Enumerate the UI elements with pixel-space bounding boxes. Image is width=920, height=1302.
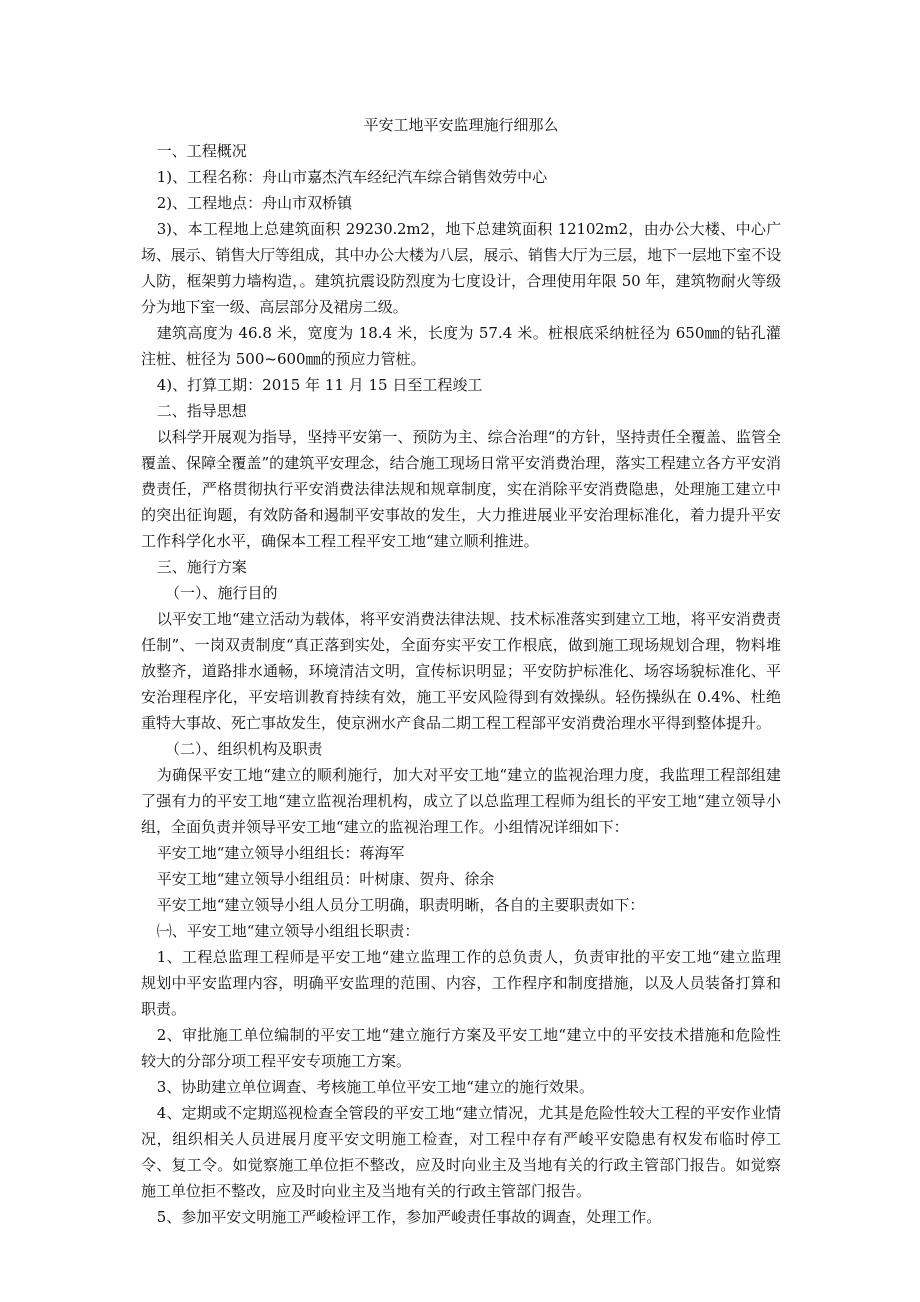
section-heading-overview: 一、工程概况 xyxy=(156,142,247,160)
list-item-duty-4: 4、定期或不定期巡视检查全管段的平安工地“建立情况，尤其是危险性较大工程的平安作业情况，组织相关人员进展月度平安文明施工检查，对工程中存有严峻平安隐患有权发布临时停工令、复工令。如觉察施工单位拒不整改，应及时向业主及当地有关的行政主管部门报告。如觉察施工单位拒不整改，应及时向业主及当地有关的行政主管部门报告。 xyxy=(141,1104,781,1200)
paragraph-project-name: 1)、工程名称：舟山市嘉杰汽车经纪汽车综合销售效劳中心 xyxy=(156,168,548,186)
paragraph-division-of-labor: 平安工地“建立领导小组人员分工明确，职责明晰，各自的主要职责如下： xyxy=(156,896,645,914)
paragraph-group-members: 平安工地“建立领导小组组员：叶树康、贺舟、徐余 xyxy=(156,870,495,888)
section-heading-guiding-ideology: 二、指导思想 xyxy=(156,402,247,420)
list-item-duty-5: 5、参加平安文明施工严峻检评工作，参加严峻责任事故的调查，处理工作。 xyxy=(156,1208,662,1226)
paragraph-objective: 以平安工地“建立活动为载体，将平安消费法律法规、技术标准落实到建立工地，将平安消费责任制”、一岗双责制度“真正落到实处，全面夯实平安工作根底，做到施工现场规划合理，物料堆放整齐，道路排水通畅，环境清洁文明，宣传标识明显；平安防护标准化、场容场貌标准化、平安治理程序化，平安培训教育持续有效，施工平安风险得到有效操纵。轻伤操纵在 0.4%、杜绝重特大事故、死亡事故发生，使京洲水产食品二期工程工程部平安消费治理水平得到整体提升。 xyxy=(141,610,781,732)
subsection-heading-organization: （二）、组织机构及职责 xyxy=(165,740,323,758)
paragraph-guiding-ideology: 以科学开展观为指导，坚持平安第一、预防为主、综合治理“的方针，坚持责任全覆盖、监管全覆盖、保障全覆盖”的建筑平安理念，结合施工现场日常平安消费治理，落实工程建立各方平安消费责任，严格贯彻执行平安消费法律法规和规章制度，实在消除平安消费隐患，处理施工建立中的突出征询题，有效防备和遏制平安事故的发生，大力推进展业平安治理标准化，着力提升平安工作科学化水平，确保本工程工程平安工地“建立顺利推进。 xyxy=(141,428,781,550)
document-title: 平安工地平安监理施行细那么 xyxy=(363,116,559,134)
paragraph-group-leader: 平安工地“建立领导小组组长：蒋海军 xyxy=(156,844,405,862)
paragraph-project-location: 2)、工程地点：舟山市双桥镇 xyxy=(156,194,353,212)
list-item-duty-1: 1、工程总监理工程师是平安工地“建立监理工作的总负责人，负责审批的平安工地“建立监理规划中平安监理内容，明确平安监理的范围、内容，工作程序和制度措施，以及人员装备打算和职责。 xyxy=(141,948,781,1018)
list-item-duty-3: 3、协助建立单位调查、考核施工单位平安工地“建立的施行效果。 xyxy=(156,1078,594,1096)
paragraph-organization: 为确保平安工地“建立的顺利施行，加大对平安工地“建立的监视治理力度，我监理工程部组建了强有力的平安工地“建立监视治理机构，成立了以总监理工程师为组长的平安工地“建立领导小组，全面负责并领导平安工地“建立的监视治理工作。小组情况详细如下： xyxy=(141,766,781,836)
paragraph-building-dimensions: 建筑高度为 46.8 米，宽度为 18.4 米，长度为 57.4 米。桩根底采纳桩径为 650㎜的钻孔灌注桩、桩径为 500~600㎜的预应力管桩。 xyxy=(141,324,781,368)
paragraph-leader-duties-heading: ㈠、平安工地“建立领导小组组长职责： xyxy=(156,922,420,940)
document-body xyxy=(141,112,781,1230)
paragraph-building-area: 3)、本工程地上总建筑面积 29230.2m2，地下总建筑面积 12102m2，由办公大楼、中心广场、展示、销售大厅等组成，其中办公大楼为八层，展示、销售大厅为三层，地下一层地下室不设人防，框架剪力墙构造，。建筑抗震设防烈度为七度设计，合理使用年限 50 年，建筑物耐火等级分为地下室一级、高层部分及裙房二级。 xyxy=(141,220,781,316)
paragraph-schedule: 4)、打算工期：2015 年 11 月 15 日至工程竣工 xyxy=(156,376,483,394)
subsection-heading-objective: （一）、施行目的 xyxy=(165,584,278,602)
section-heading-implementation-plan: 三、施行方案 xyxy=(156,558,247,576)
list-item-duty-2: 2、审批施工单位编制的平安工地“建立施行方案及平安工地“建立中的平安技术措施和危险性较大的分部分项工程平安专项施工方案。 xyxy=(141,1026,781,1070)
